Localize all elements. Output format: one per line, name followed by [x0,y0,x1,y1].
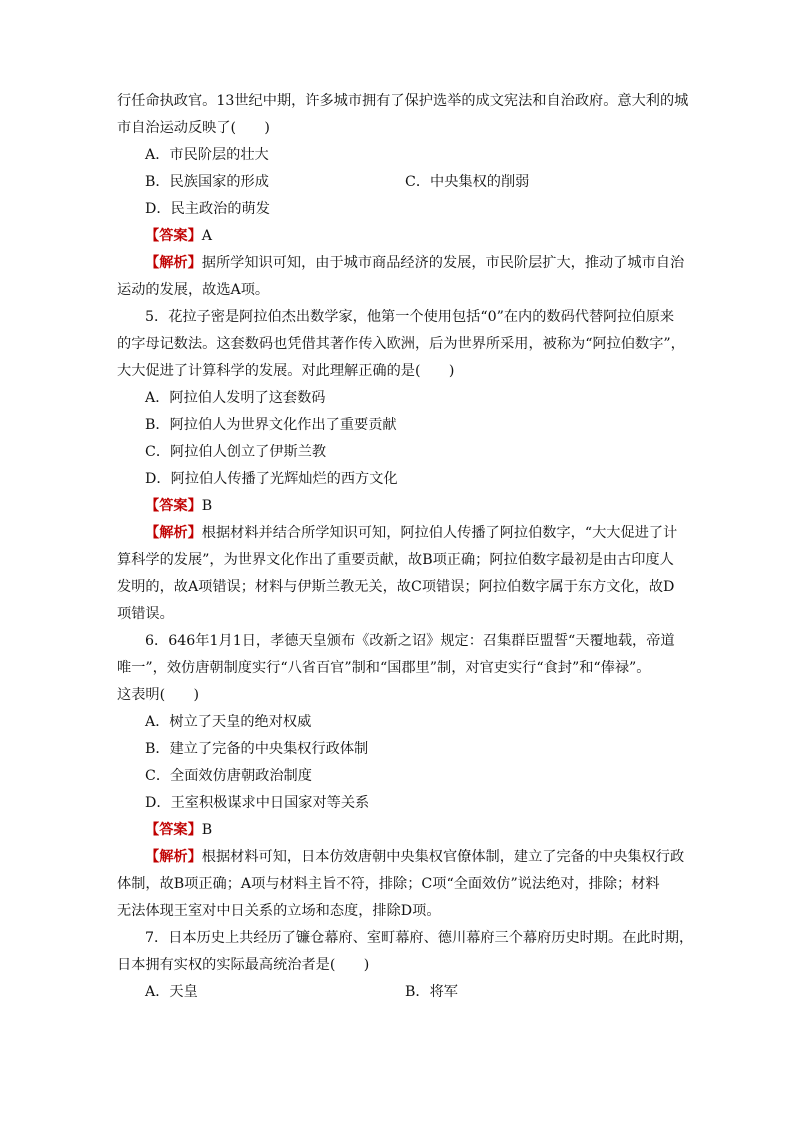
q4-stem-line: 行任命执政官。13世纪中期，许多城市拥有了保护选举的成文宪法和自治政府。意大利的城 [117,93,689,109]
q6-answer [117,817,691,844]
answer-value: A [201,228,213,244]
answer-value: B [201,498,213,514]
q7-option-row-ab [117,979,691,1006]
q7-option-b: B．将军 [405,984,458,1000]
explanation-text: 据所学知识可知，由于城市商品经济的发展，市民阶层扩大，推动了城市自治 [201,255,685,271]
q6-option-c: C．全面效仿唐朝政治制度 [145,768,312,784]
q6-stem-line: 6．646年1月1日，孝德天皇颁布《改新之诏》规定：召集群臣盟誓“天覆地载，帝道 [145,633,675,649]
q4-answer [117,223,691,250]
q5-stem-line: 大大促进了计算科学的发展。对此理解正确的是( ) [117,363,455,379]
q5-option-a: A．阿拉伯人发明了这套数码 [145,390,326,406]
q6-explanation-line [117,844,691,871]
q5-option-d: D．阿拉伯人传播了光辉灿烂的西方文化 [145,471,398,487]
q4-option-row-bc [117,169,691,196]
q5-explanation-line: 算科学的发展”，为世界文化作出了重要贡献，故B项正确；阿拉伯数字最初是由古印度人 [117,552,674,568]
q4-option-c: C．中央集权的削弱 [405,174,530,190]
q6-stem-line: 唯一”，效仿唐朝制度实行“八省百官”制和“国郡里”制，对官吏实行“食封”和“俸禄”。 [117,660,651,676]
q4-explanation-line: 运动的发展，故选A项。 [117,282,270,298]
q6-stem-line: 这表明( ) [117,687,200,703]
answer-tag: 【答案】 [145,822,202,838]
q7-stem-line: 7．日本历史上共经历了镰仓幕府、室町幕府、德川幕府三个幕府历史时期。在此时期， [145,930,694,946]
q4-stem-line: 市自治运动反映了( ) [117,120,270,136]
q5-option-c: C．阿拉伯人创立了伊斯兰教 [145,444,327,460]
explanation-text: 根据材料可知，日本仿效唐朝中央集权官僚体制，建立了完备的中央集权行政 [201,849,685,865]
q6-option-b: B．建立了完备的中央集权行政体制 [145,741,369,757]
q4-option-b: B．民族国家的形成 [145,174,269,190]
explanation-tag: 【解析】 [145,525,202,541]
answer-value: B [201,822,213,838]
answer-tag: 【答案】 [145,498,202,514]
q5-explanation-line: 项错误。 [117,606,174,622]
explanation-tag: 【解析】 [145,255,202,271]
q5-option-b: B．阿拉伯人为世界文化作出了重要贡献 [145,417,397,433]
q4-explanation-line [117,250,691,277]
q4-option-a: A．市民阶层的壮大 [145,147,269,163]
page-content [117,88,694,1006]
q5-answer [117,493,691,520]
q7-option-a: A．天皇 [145,984,198,1000]
q6-explanation-line: 无法体现王室对中日关系的立场和态度，排除D项。 [117,903,441,919]
q5-stem-line: 5．花拉子密是阿拉伯杰出数学家，他第一个使用包括“0”在内的数码代替阿拉伯原来 [145,309,675,325]
q7-stem-line: 日本拥有实权的实际最高统治者是( ) [117,957,370,973]
q6-option-d: D．王室积极谋求中日国家对等关系 [145,795,370,811]
q5-explanation-line: 发明的，故A项错误；材料与伊斯兰教无关，故C项错误；阿拉伯数字属于东方文化，故D [117,579,675,595]
q4-option-d: D．民主政治的萌发 [145,201,270,217]
explanation-tag: 【解析】 [145,849,202,865]
answer-tag: 【答案】 [145,228,202,244]
q5-explanation-line [117,520,691,547]
q6-option-a: A．树立了天皇的绝对权威 [145,714,312,730]
q5-stem-line: 的字母记数法。这套数码也凭借其著作传入欧洲，后为世界所采用，被称为“阿拉伯数字”， [117,336,685,352]
q6-explanation-line: 体制，故B项正确；A项与材料主旨不符，排除；C项“全面效仿”说法绝对，排除；材料 [117,876,660,892]
explanation-text: 根据材料并结合所学知识可知，阿拉伯人传播了阿拉伯数字，“大大促进了计 [201,525,678,541]
